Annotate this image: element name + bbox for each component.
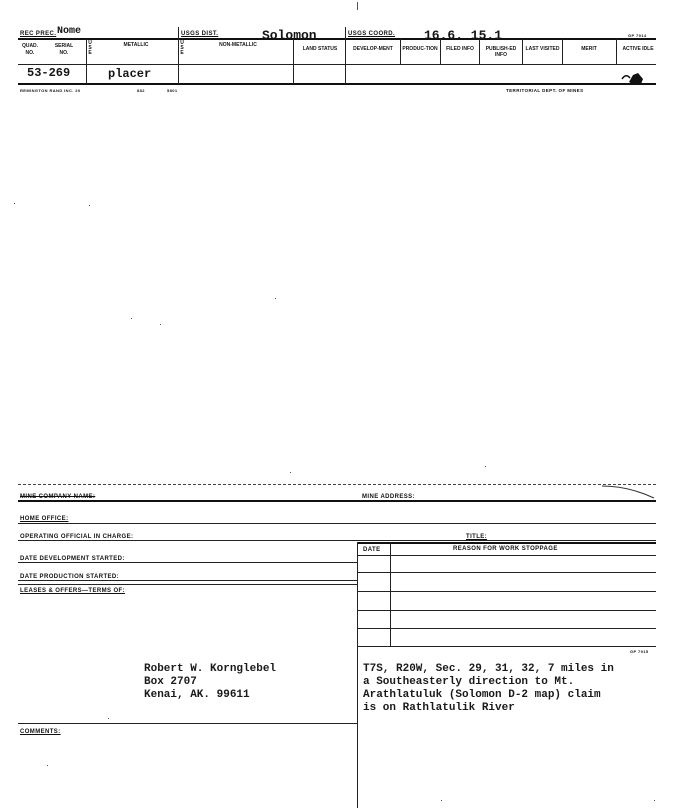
rule: [357, 628, 656, 629]
data-row-top-rule: [18, 64, 656, 65]
divider: [400, 39, 401, 64]
rule: [18, 584, 357, 585]
rule: [18, 523, 656, 524]
active-mark-icon: [620, 70, 646, 86]
divider: [562, 39, 563, 64]
rule: [357, 610, 656, 611]
card-top-edge: [18, 484, 656, 485]
mine-address-label: MINE ADDRESS:: [362, 494, 415, 500]
scan-speck: [108, 718, 109, 719]
col-metallic: METALLIC: [123, 42, 149, 48]
col-serial: SERIAL: [54, 43, 74, 49]
col-quad: QUAD.: [21, 43, 39, 49]
date-development-label: DATE DEVELOPMENT STARTED:: [20, 556, 125, 562]
comments-label: COMMENTS:: [20, 729, 61, 735]
col-production: PRODUC-TION: [402, 46, 438, 52]
divider: [293, 39, 294, 84]
usgs-dist-value: Solomon: [262, 28, 317, 43]
rule: [18, 500, 656, 502]
divider: [345, 27, 346, 84]
header-bottom-rule: [18, 38, 656, 40]
rule: [18, 723, 357, 724]
scan-speck: [290, 472, 291, 473]
location-line: Arathlatuluk (Solomon D-2 map) claim: [363, 689, 601, 701]
mine-company-name-label: MINE COMPANY NAME:: [20, 494, 96, 500]
form-number: GP 7914: [628, 33, 647, 38]
scan-speck: [14, 203, 15, 204]
col-use: U S E: [88, 40, 92, 56]
usgs-coord-value: 16.6. 15.1: [424, 28, 503, 43]
col-published-info: PUBLISH-ED INFO: [485, 46, 517, 58]
rec-prec-value: Nome: [57, 26, 82, 37]
usgs-dist-label: USGS DIST.: [181, 31, 219, 37]
scan-speck: [654, 800, 655, 801]
location-line: a Southeasterly direction to Mt.: [363, 676, 575, 688]
usgs-coord-label: USGS COORD.: [348, 31, 396, 37]
col-active-idle: ACTIVE IDLE: [622, 46, 654, 52]
scan-speck: [89, 205, 90, 206]
address-line: Kenai, AK. 99611: [144, 689, 250, 701]
metallic-value: placer: [108, 67, 152, 81]
divider: [357, 542, 358, 808]
rule: [357, 555, 656, 556]
col-no: NO.: [59, 50, 69, 56]
quad-serial-value: 53-269: [27, 66, 71, 80]
divider: [479, 39, 480, 64]
print-code: 5801: [167, 88, 178, 93]
department-name: TERRITORIAL DEPT. OF MINES: [506, 88, 584, 93]
title-label: TITLE:: [466, 534, 488, 540]
divider: [522, 39, 523, 64]
col-use: U S E: [180, 40, 184, 56]
rule: [357, 542, 656, 544]
divider: [616, 39, 617, 64]
col-development: DEVELOP-MENT: [353, 46, 393, 52]
scan-speck: [275, 298, 276, 299]
location-line: is on Rathlatulik River: [363, 702, 515, 714]
leases-label: LEASES & OFFERS—TERMS OF:: [20, 588, 126, 594]
scan-speck: [357, 2, 358, 10]
scan-speck: [160, 324, 161, 325]
col-non-metallic: NON-METALLIC: [219, 42, 257, 48]
rule: [18, 540, 656, 541]
rule: [357, 591, 656, 592]
col-land-status: LAND STATUS: [302, 46, 338, 52]
rule: [18, 580, 357, 581]
reason-column-header: REASON FOR WORK STOPPAGE: [453, 546, 558, 552]
date-column-header: DATE: [363, 547, 381, 553]
divider: [86, 39, 87, 84]
rule: [357, 572, 656, 573]
home-office-label: HOME OFFICE:: [20, 516, 69, 522]
printer-credit: REMINGTON RAND INC. 20: [20, 88, 81, 93]
scan-speck: [485, 466, 486, 467]
card-bottom-rule: [18, 83, 656, 85]
col-merit: MERIT: [581, 46, 597, 52]
scan-speck: [47, 765, 48, 766]
print-code: 882: [137, 88, 145, 93]
col-filed-info: FILED INFO: [446, 46, 474, 52]
scan-speck: [131, 318, 132, 319]
date-production-label: DATE PRODUCTION STARTED:: [20, 574, 120, 580]
card-edge-curve: [600, 478, 656, 500]
divider: [440, 39, 441, 64]
col-last-visited: LAST VISITED: [525, 46, 560, 52]
operating-official-label: OPERATING OFFICIAL IN CHARGE:: [20, 534, 134, 540]
divider: [178, 27, 179, 84]
location-line: T7S, R20W, Sec. 29, 31, 32, 7 miles in: [363, 663, 614, 675]
form-number: GP 7915: [630, 649, 649, 654]
rec-prec-label: REC PREC.: [20, 31, 57, 37]
rule: [18, 562, 357, 563]
address-line: Box 2707: [144, 676, 197, 688]
divider: [390, 542, 391, 646]
scan-speck: [441, 800, 442, 801]
address-line: Robert W. Kornglebel: [144, 663, 277, 675]
rule: [357, 646, 656, 647]
col-no: NO.: [25, 50, 35, 56]
